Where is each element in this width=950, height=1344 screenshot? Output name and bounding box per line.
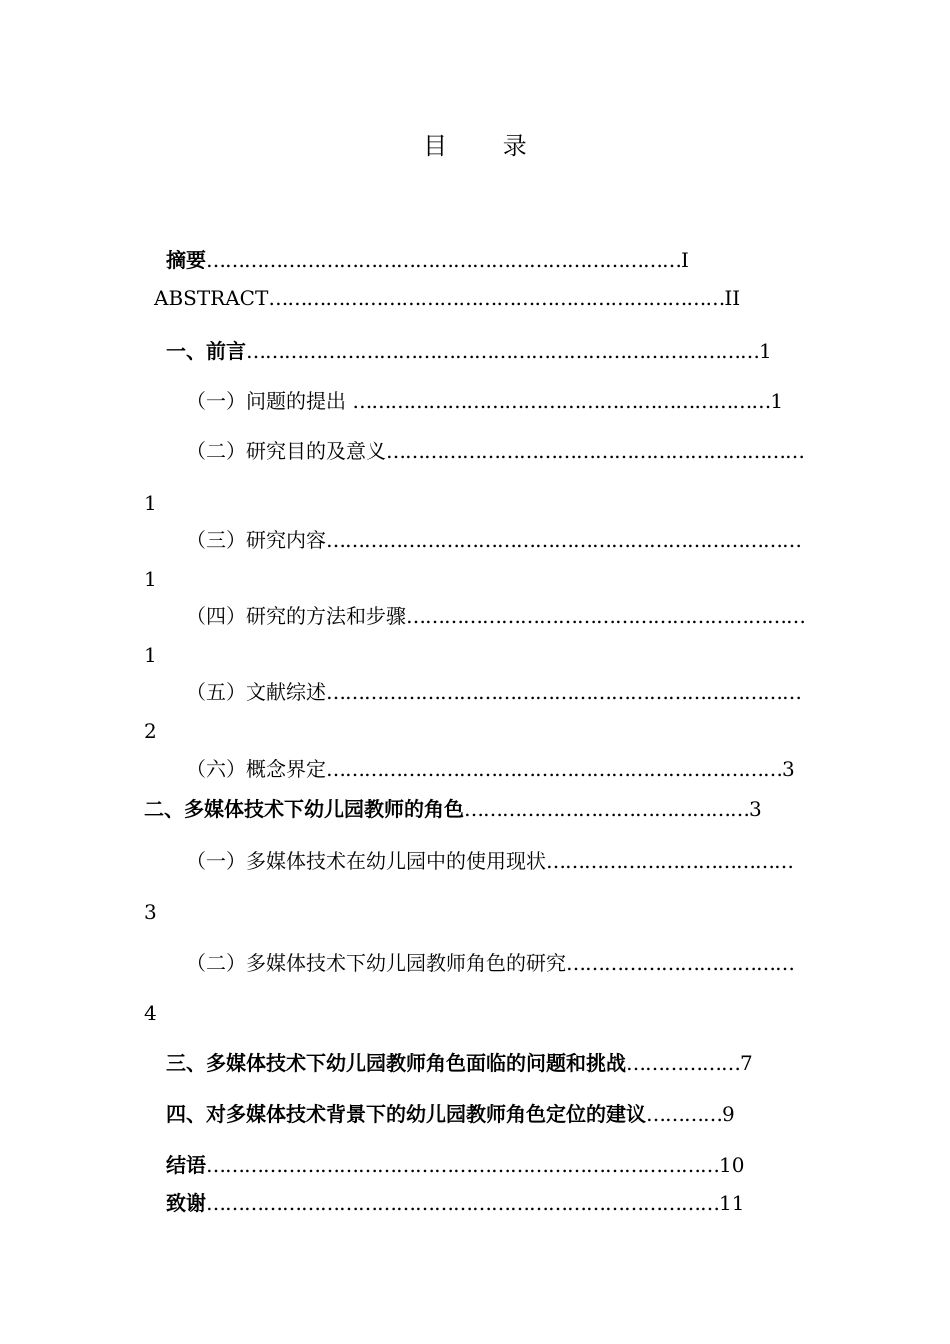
toc-leader-dots: ……………………………………… — [464, 797, 749, 821]
toc-label: 结语 — [166, 1153, 206, 1177]
toc-leader-dots: ……………………………………………………………………… — [246, 339, 759, 363]
toc-page-number: 3 — [749, 797, 762, 821]
toc-page-number: 1 — [770, 389, 784, 413]
toc-leader-dots: ……………… — [626, 1051, 740, 1075]
toc-leader-dots: ……………………………… — [566, 951, 794, 975]
toc-page-number: 2 — [144, 719, 157, 743]
toc-label: ABSTRACT — [154, 286, 269, 310]
toc-page-number: 10 — [719, 1153, 745, 1177]
toc-label: 一、前言 — [166, 339, 246, 363]
toc-leader-dots: ………… — [646, 1102, 722, 1126]
toc-label: （二）多媒体技术下幼儿园教师角色的研究 — [186, 951, 566, 975]
toc-leader-dots: ………………………………… — [546, 849, 793, 873]
toc-entry-section-1-5[interactable] — [186, 679, 801, 705]
toc-page-number: I — [681, 248, 689, 272]
toc-page-number: II — [724, 286, 741, 310]
toc-label: 二、多媒体技术下幼儿园教师的角色 — [144, 797, 464, 821]
toc-page-number: 3 — [782, 757, 795, 781]
toc-leader-dots: ……………………………………………………………………… — [206, 1191, 719, 1215]
toc-entry-section-1-1[interactable] — [186, 388, 783, 414]
toc-page-number: 1 — [144, 643, 157, 667]
toc-leader-dots: ……………………………………………………………… — [326, 757, 782, 781]
toc-label: （一）问题的提出 — [186, 389, 353, 413]
toc-entry-section-1-4[interactable] — [186, 603, 805, 629]
toc-entry-chapter-2[interactable] — [144, 796, 762, 822]
toc-entry-chapter-4[interactable] — [166, 1101, 735, 1127]
toc-label: 致谢 — [166, 1191, 206, 1215]
toc-label: 三、多媒体技术下幼儿园教师角色面临的问题和挑战 — [166, 1051, 626, 1075]
toc-leader-dots: ………………………………………………………………… — [326, 680, 801, 704]
toc-leader-dots: ……………………………………………………………… — [268, 286, 725, 310]
toc-label: （二）研究目的及意义 — [186, 439, 386, 463]
toc-entry-chapter-3[interactable] — [166, 1050, 753, 1076]
toc-entry-section-1-2[interactable] — [186, 438, 804, 464]
toc-leader-dots: ……………………………………………………… — [406, 604, 805, 628]
toc-label: 摘要 — [166, 248, 206, 272]
page-title: 目 录 — [423, 132, 551, 160]
toc-leader-dots: ………………………………………………………………… — [206, 248, 681, 272]
toc-entry-chapter-1[interactable] — [166, 338, 772, 364]
toc-label: （五）文献综述 — [186, 680, 326, 704]
toc-entry-acknowledgements[interactable] — [166, 1190, 744, 1216]
toc-leader-dots: ………………………………………………………………… — [326, 528, 801, 552]
toc-leader-dots: ………………………………………………………… — [352, 389, 771, 413]
toc-leader-dots: ………………………………………………………… — [386, 439, 804, 463]
toc-page-number: 1 — [144, 491, 157, 515]
toc-entry-section-1-6[interactable] — [186, 756, 795, 782]
toc-entry-conclusion[interactable] — [166, 1152, 744, 1178]
toc-page-number: 7 — [740, 1051, 753, 1075]
toc-entry-section-2-1[interactable] — [186, 848, 793, 874]
toc-page-number: 1 — [759, 339, 772, 363]
toc-page-number: 9 — [722, 1102, 735, 1126]
toc-entry-abstract-cn[interactable] — [166, 247, 689, 273]
toc-page-number: 3 — [144, 900, 157, 924]
toc-entry-section-1-3[interactable] — [186, 527, 801, 553]
toc-label: （三）研究内容 — [186, 528, 326, 552]
toc-label: 四、对多媒体技术背景下的幼儿园教师角色定位的建议 — [166, 1102, 646, 1126]
toc-entry-abstract-en[interactable] — [154, 285, 740, 311]
toc-label: （六）概念界定 — [186, 757, 326, 781]
toc-page-number: 11 — [719, 1191, 745, 1215]
toc-label: （四）研究的方法和步骤 — [186, 604, 406, 628]
toc-entry-section-2-2[interactable] — [186, 950, 794, 976]
toc-page-number: 1 — [144, 567, 157, 591]
toc-label: （一）多媒体技术在幼儿园中的使用现状 — [186, 849, 546, 873]
toc-leader-dots: ……………………………………………………………………… — [206, 1153, 719, 1177]
toc-page-number: 4 — [144, 1001, 157, 1025]
